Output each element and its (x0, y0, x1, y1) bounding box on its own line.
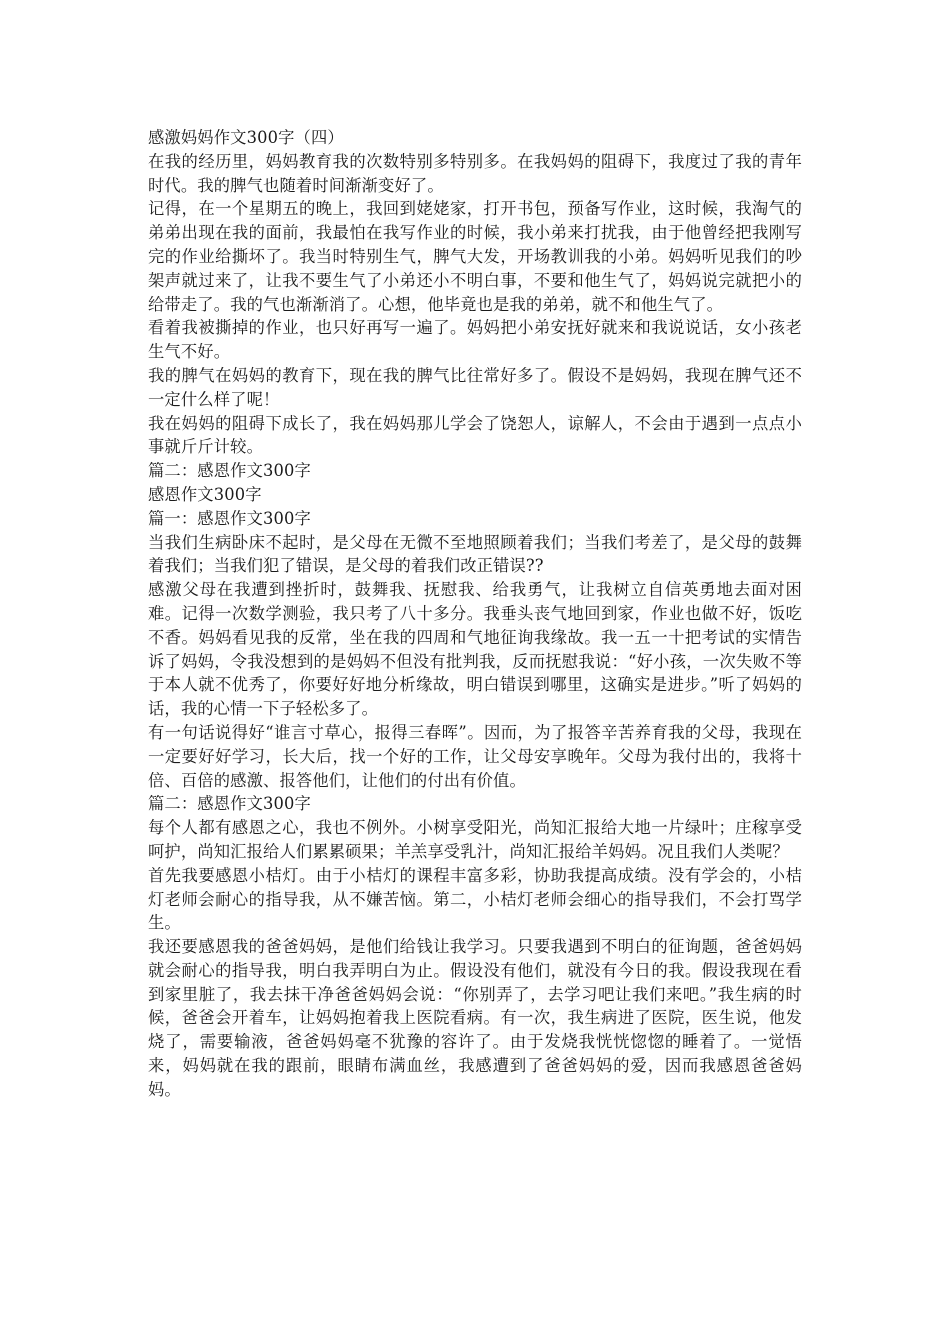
paragraph: 我还要感恩我的爸爸妈妈，是他们给钱让我学习。只要我遇到不明白的征询题，爸爸妈妈就会耐心的指导我，明白我弄明白为止。假设没有他们，就没有今日的我。假设我现在看到家里脏了，我去抹干净爸爸妈妈会说：“你别弄了，去学习吧让我们来吧。”我生病的时候，爸爸会开着车，让妈妈抱着我上医院看病。有一次，我生病进了医院，医生说，他发烧了，需要输液，爸爸妈妈毫不犹豫的容许了。由于发烧我恍恍惚惚的睡着了。一觉悟来，妈妈就在我的跟前，眼睛布满血丝，我感遭到了爸爸妈妈的爱，因而我感恩爸爸妈妈。 (148, 937, 802, 1099)
paragraph: 首先我要感恩小桔灯。由于小桔灯的课程丰富多彩，协助我提高成绩。没有学会的，小桔灯老师会耐心的指导我，从不嫌苦恼。第二，小桔灯老师会细心的指导我们，不会打骂学生。 (148, 865, 802, 933)
paragraph: 我在妈妈的阻碍下成长了，我在妈妈那儿学会了饶恕人，谅解人，不会由于遇到一点点小事就斤斤计较。 (148, 413, 802, 457)
section-heading: 篇一：感恩作文300字 (148, 508, 311, 528)
paragraph: 我的脾气在妈妈的教育下，现在我的脾气比往常好多了。假设不是妈妈，我现在脾气还不一定什么样了呢！ (148, 365, 802, 409)
section-heading: 感恩作文300字 (148, 484, 262, 504)
paragraph: 记得，在一个星期五的晚上，我回到姥姥家，打开书包，预备写作业，这时候，我淘气的弟弟出现在我的面前，我最怕在我写作业的时候，我小弟来打扰我，由于他曾经把我刚写完的作业给撕坏了。我当时特别生气，脾气大发，开场教训我的小弟。妈妈听见我们的吵架声就过来了，让我不要生气了小弟还小不明白事，不要和他生气了，妈妈说完就把小的给带走了。我的气也渐渐消了。心想，他毕竟也是我的弟弟，就不和他生气了。 (148, 199, 802, 314)
paragraph: 感激父母在我遭到挫折时，鼓舞我、抚慰我、给我勇气，让我树立自信英勇地去面对困难。记得一次数学测验，我只考了八十多分。我垂头丧气地回到家，作业也做不好，饭吃不香。妈妈看见我的反常，坐在我的四周和气地征询我缘故。我一五一十把考试的实情告诉了妈妈，令我没想到的是妈妈不但没有批判我，反而抚慰我说：“好小孩，一次失败不等于本人就不优秀了，你要好好地分析缘故，明白错误到哪里，这确实是进步。”听了妈妈的话，我的心情一下子轻松多了。 (148, 580, 802, 719)
section-heading: 篇二：感恩作文300字 (148, 794, 311, 814)
essay-title: 感激妈妈作文300字（四） (148, 128, 344, 147)
paragraph: 每个人都有感恩之心，我也不例外。小树享受阳光，尚知汇报给大地一片绿叶；庄稼享受呵护，尚知汇报给人们累累硕果；羊羔享受乳汁，尚知汇报给羊妈妈。况且我们人类呢？ (148, 818, 802, 861)
paragraph: 在我的经历里，妈妈教育我的次数特别多特别多。在我妈妈的阻碍下，我度过了我的青年时代。我的脾气也随着时间渐渐变好了。 (148, 151, 802, 195)
paragraph: 有一句话说得好“谁言寸草心，报得三春晖”。因而，为了报答辛苦养育我的父母，我现在一定要好好学习，长大后，找一个好的工作，让父母安享晚年。父母为我付出的，我将十倍、百倍的感激、报答他们，让他们的付出有价值。 (148, 722, 802, 790)
paragraph: 当我们生病卧床不起时，是父母在无微不至地照顾着我们；当我们考差了，是父母的鼓舞着我们；当我们犯了错误，是父母的着我们改正错误?? (148, 532, 802, 576)
document-body (148, 126, 802, 1102)
section-heading: 篇二：感恩作文300字 (148, 461, 311, 481)
paragraph: 看着我被撕掉的作业，也只好再写一遍了。妈妈把小弟安抚好就来和我说说话，女小孩老生气不好。 (148, 318, 802, 362)
